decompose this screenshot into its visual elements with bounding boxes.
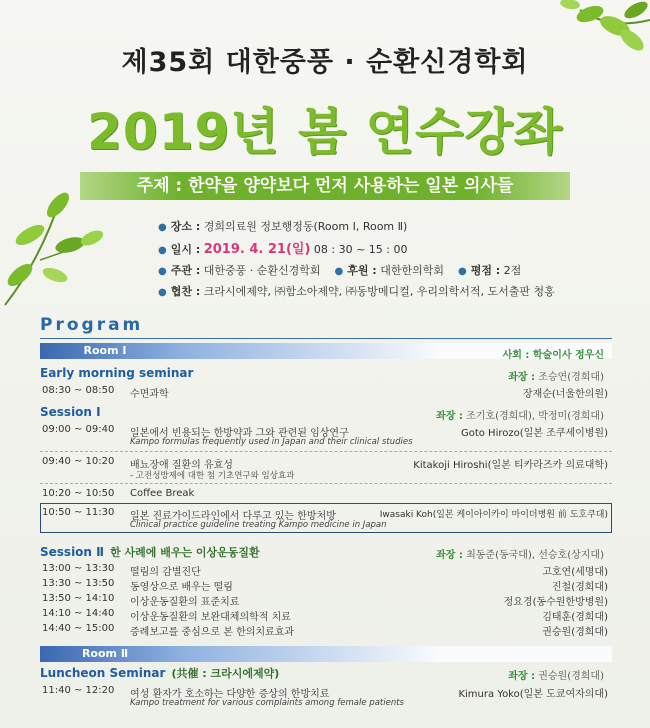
row-divider	[40, 451, 612, 452]
bullet-icon: ●	[334, 266, 344, 277]
room2-bar	[40, 646, 612, 662]
early-seminar-title: Early morning seminar	[40, 366, 194, 380]
poster: 제35회 대한중풍 · 순환신경학회 2019년 봄 연수강좌 주제 : 한약을 양약보다 먼저 사용하는 일본 의사들 ● 장소 : 경희의료원 정보행정동(Room Ⅰ, Room Ⅱ) ● 일시 : 2019. 4. 21(일) 08 : 30 ~ 15 : 00 ● 주관 : 대한중풍 · 순환신경학회 ● 후원 : 대한한의학회 ● 평점 : 2점 ● 협찬 : 크라시에제약, ㈜함소아제약, ㈜동방메디컬, 우리의학서적, 도서출판 청홍 Program Room Ⅰ 사회 : 학술이사 정우신 Early morning seminar 좌장 : 조승연(경희대) 08:30 ~ 08:50 수면과학 장재순(너울한의원) Session Ⅰ 좌장 : 조기호(경희대), 박정미(경희대) 09:00 ~ 09:40 일본에서 빈용되는 한방약과 그와 관련된 임상연구 Kampo formulas frequently used in Japan and their clinical studies Goto Hirozo(일본 조쿠세이병원) 09:40 ~ 10:20 배뇨장애 질환의 유효성 - 고전성방제에 대한 첨 기초연구와 임상효과 Kitakoji Hiroshi(일본 티카라즈카 의료대학) 10:20 ~ 10:50 Coffee Break 10:50 ~ 11:30 일본 진료가이드라인에서 다루고 있는 한방처방 Clinical practice guideline treating Kampo medicine in Japan Iwasaki Koh(일본 케이아이카이 마이더병원 前 도호쿠대) Session Ⅱ 한 사례에 배우는 이상운동질환 좌장 : 최동준(동국대), 선승호(상지대) 13:00 ~ 13:30 떨림의 감별진단 고호연(세명대) 13:30 ~ 13:50 동영상으로 배우는 떨림 진철(경희대) 13:50 ~ 14:10 이상운동질환의 표준치료 정요경(동수원한방병원) 14:10 ~ 14:40 이상운동질환의 보완대체의학적 치료 김태훈(경희대) 14:40 ~ 15:00 증례보고를 중심으로 본 한의치료효과 권승원(경희대) Room Ⅱ Luncheon Seminar (共催 : 크라시에제약) 좌장 : 권승원(경희대) 11:40 ~ 12:20 여성 환자가 호소하는 다양한 증상의 한방치료 Kampo treatment for various complaints among female patients Kimura Yoko(일본 도쿄여자의대)	[0, 0, 650, 728]
room2-label: Room Ⅱ	[81, 647, 129, 660]
program-divider	[40, 338, 612, 339]
session2-title: Session Ⅱ 한 사례에 배우는 이상운동질환	[40, 545, 260, 559]
info-date: ● 일시 : 2019. 4. 21(일) 08 : 30 ~ 15 : 00	[158, 242, 408, 257]
event-title: 제35회 대한중풍 · 순환신경학회	[121, 47, 529, 78]
bullet-icon: ●	[158, 245, 167, 256]
bullet-icon: ●	[158, 287, 167, 298]
info-host: ● 주관 : 대한중풍 · 순환신경학회 ● 후원 : 대한한의학회 ● 평점 : 2점	[158, 264, 522, 277]
session1-title: Session Ⅰ	[40, 405, 101, 419]
info-cosponsor: ● 협찬 : 크라시에제약, ㈜함소아제약, ㈜동방메디컬, 우리의학서적, 도서출판 청홍	[158, 285, 555, 298]
row-divider	[40, 483, 612, 484]
room1-label: Room Ⅰ	[83, 344, 127, 357]
theme-banner: 주제 : 한약을 양약보다 먼저 사용하는 일본 의사들	[80, 172, 570, 200]
luncheon-title: Luncheon Seminar (共催 : 크라시에제약)	[40, 666, 280, 680]
luncheon-chair: 좌장 : 권승원(경희대)	[508, 671, 604, 682]
bullet-icon: ●	[457, 266, 467, 277]
info-venue: ● 장소 : 경희의료원 정보행정동(Room Ⅰ, Room Ⅱ)	[158, 220, 408, 233]
early-chair: 좌장 : 조승연(경희대)	[508, 372, 604, 383]
bullet-icon: ●	[158, 222, 167, 233]
program-heading: Program	[40, 315, 144, 335]
session1-chair: 좌장 : 조기호(경희대), 박정미(경희대)	[436, 411, 604, 422]
event-headline: 2019년 봄 연수강좌	[87, 103, 563, 161]
session2-chair: 좌장 : 최동준(동국대), 선승호(상지대)	[436, 550, 604, 561]
room1-moderator: 사회 : 학술이사 정우신	[502, 350, 604, 361]
bullet-icon: ●	[158, 266, 167, 277]
